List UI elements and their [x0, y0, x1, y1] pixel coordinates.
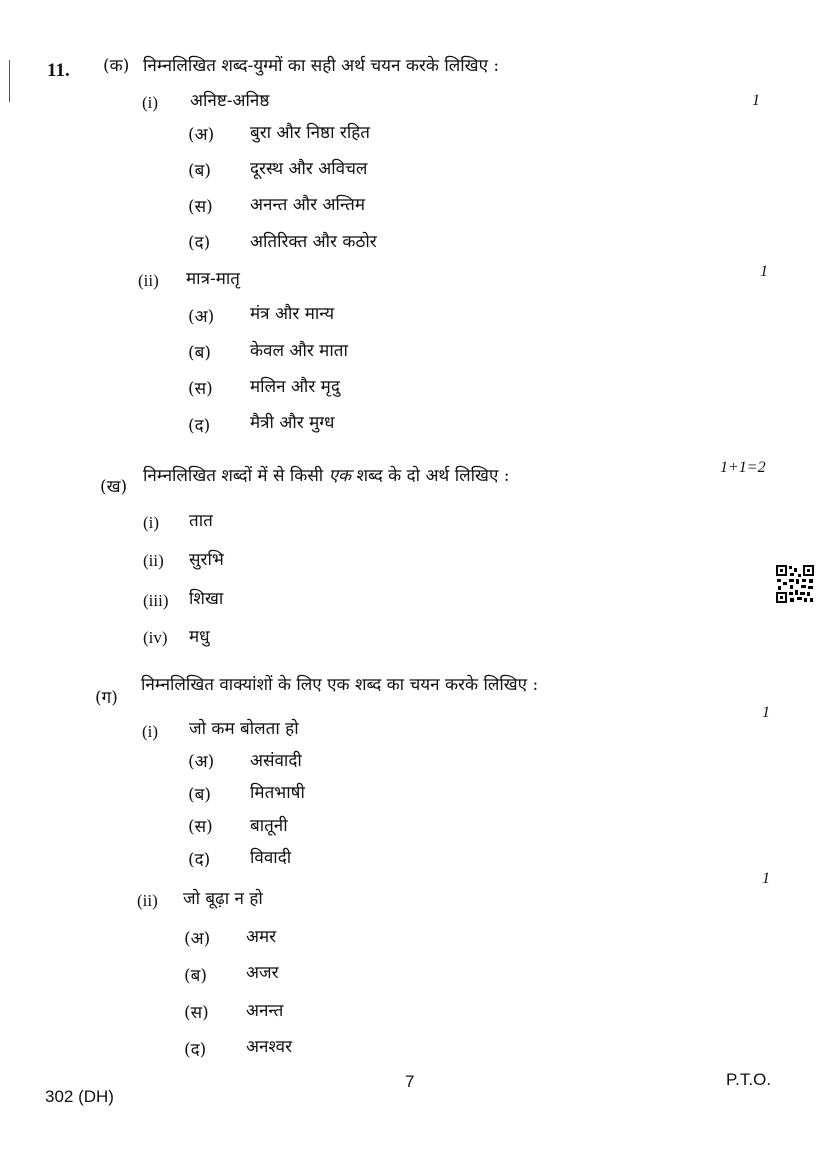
part-b-word-roman: (iii)	[143, 591, 169, 610]
part-c-item-2-marks: 1	[762, 870, 770, 887]
part-a-label: (क)	[103, 56, 130, 76]
part-c-item-2-phrase: जो बूढ़ा न हो	[183, 889, 263, 909]
part-a-item-2-marks: 1	[760, 263, 768, 280]
option-label: (ब)	[188, 161, 211, 181]
part-c-item-1-phrase: जो कम बोलता हो	[189, 719, 299, 739]
option-label: (स)	[184, 1003, 209, 1023]
part-b-stem-emphasis: एक	[328, 466, 352, 486]
part-b-stem-pre: निम्नलिखित शब्दों में से किसी	[143, 466, 324, 486]
part-b-word-roman: (iv)	[143, 628, 168, 647]
pto-label: P.T.O.	[726, 1070, 772, 1089]
paper-code: 302 (DH)	[45, 1087, 114, 1106]
option-text: अतिरिक्त और कठोर	[250, 232, 377, 252]
part-b-stem-post: शब्द के दो अर्थ लिखिए :	[356, 466, 510, 486]
option-text: विवादी	[250, 848, 292, 868]
option-text: मंत्र और मान्य	[250, 304, 335, 324]
part-c-item-1-marks: 1	[762, 704, 770, 721]
option-text: केवल और माता	[250, 341, 348, 361]
part-a-stem: निम्नलिखित शब्द-युग्मों का सही अर्थ चयन करके लिखिए :	[143, 56, 500, 76]
question-number: 11.	[47, 60, 70, 81]
option-text: बुरा और निष्ठा रहित	[250, 123, 370, 143]
part-a-item-2-word: मात्र-मातृ	[186, 269, 240, 289]
option-text: मैत्री और मुग्ध	[250, 413, 335, 433]
part-b-word: मधु	[189, 627, 210, 647]
part-a-item-1-marks: 1	[752, 92, 760, 109]
part-b-word-roman: (i)	[143, 513, 160, 532]
option-label: (द)	[188, 416, 211, 436]
option-label: (ब)	[188, 785, 211, 805]
option-text: अनश्वर	[246, 1037, 293, 1057]
part-c-item-2-roman: (ii)	[137, 891, 158, 910]
option-label: (अ)	[188, 307, 215, 327]
option-label: (अ)	[188, 125, 215, 145]
part-b-stem	[143, 463, 509, 486]
part-b-word-roman: (ii)	[143, 551, 164, 570]
part-a-item-1-word: अनिष्ट-अनिष्ठ	[190, 91, 270, 111]
part-c-label: (ग)	[95, 688, 118, 708]
page-number: 7	[405, 1072, 415, 1091]
part-b-word: सुरभि	[189, 550, 224, 570]
option-text: मलिन और मृदु	[250, 377, 340, 397]
option-text: मितभाषी	[250, 783, 305, 803]
option-text: बातूनी	[250, 816, 288, 836]
option-label: (स)	[188, 817, 213, 837]
margin-line	[9, 60, 10, 102]
part-b-word: तात	[189, 511, 213, 531]
option-text: असंवादी	[250, 751, 302, 771]
option-text: अमर	[246, 927, 277, 947]
option-label: (द)	[184, 1040, 207, 1060]
part-b-marks: 1+1=2	[720, 459, 766, 476]
option-text: अजर	[246, 963, 279, 983]
option-label: (अ)	[184, 929, 211, 949]
option-label: (अ)	[188, 752, 215, 772]
option-text: अनन्त	[246, 1001, 284, 1021]
part-c-stem: निम्नलिखित वाक्यांशों के लिए एक शब्द का चयन करके लिखिए :	[141, 675, 539, 695]
option-label: (द)	[188, 850, 211, 870]
part-a-item-2-roman: (ii)	[138, 271, 159, 290]
qr-code-icon	[776, 565, 814, 603]
part-a-item-1-roman: (i)	[142, 93, 159, 112]
part-b-word: शिखा	[189, 589, 224, 609]
option-text: दूरस्थ और अविचल	[250, 159, 368, 179]
option-label: (स)	[188, 379, 213, 399]
option-label: (ब)	[188, 343, 211, 363]
option-label: (द)	[188, 233, 211, 253]
part-b-label: (ख)	[100, 477, 128, 497]
part-c-item-1-roman: (i)	[142, 722, 159, 741]
option-label: (स)	[188, 197, 213, 217]
option-label: (ब)	[184, 966, 207, 986]
option-text: अनन्त और अन्तिम	[250, 195, 365, 215]
